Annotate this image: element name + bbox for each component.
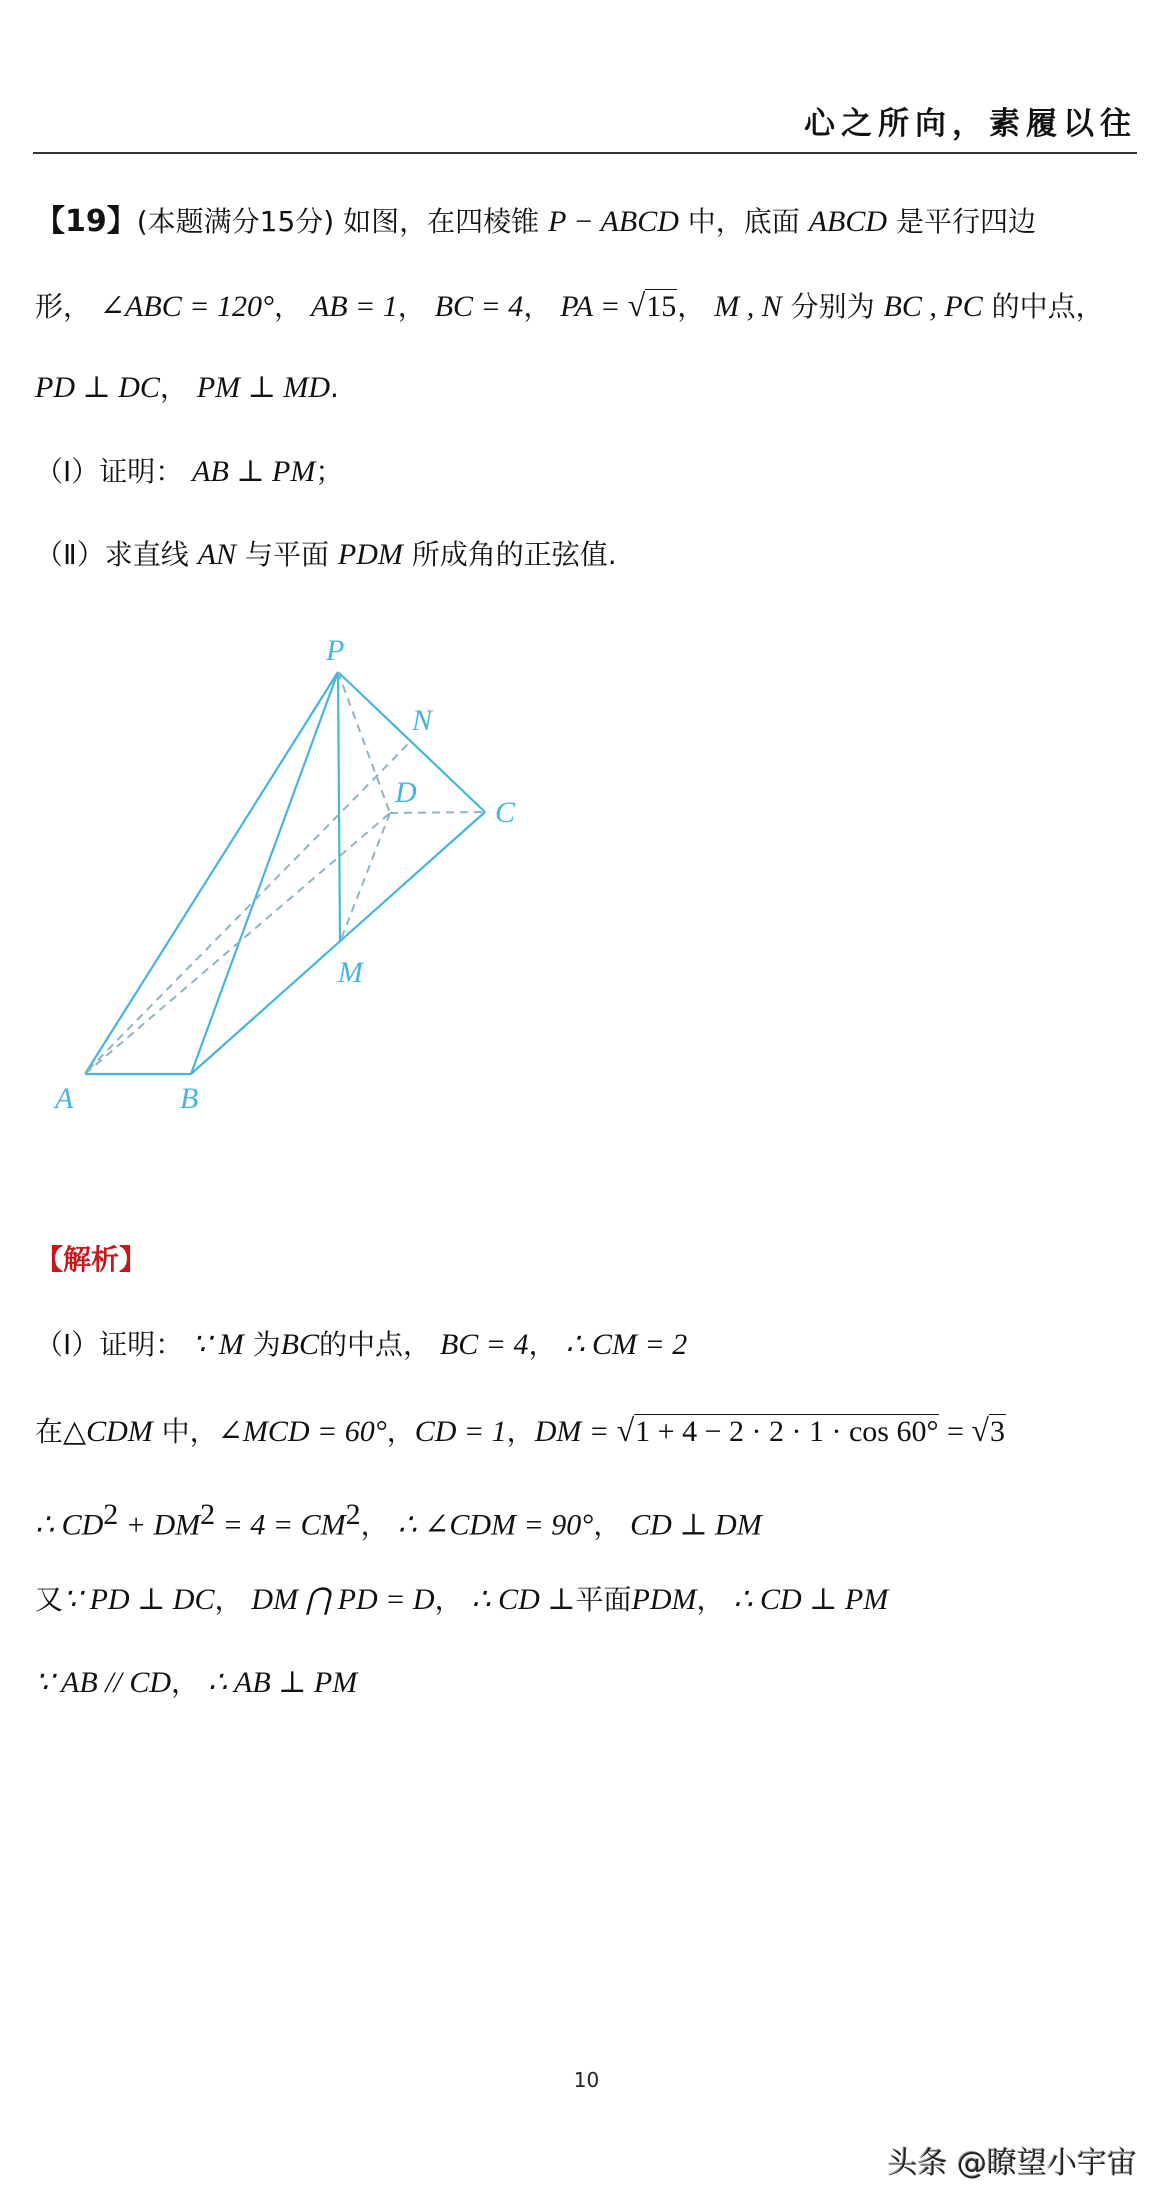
text: 中，底面	[687, 205, 800, 238]
text: 分别为	[790, 290, 875, 323]
edge-BC	[191, 812, 485, 1074]
math: + DM	[118, 1508, 201, 1542]
math: PM ⊥ MD	[196, 371, 330, 404]
problem-line-3	[35, 368, 339, 408]
score-note: (本题满分15分)	[136, 205, 335, 238]
text: 又	[35, 1583, 64, 1616]
math: BC	[280, 1328, 320, 1361]
label-A: A	[55, 1082, 74, 1115]
text: ，	[523, 290, 552, 323]
text: ，	[528, 1328, 557, 1361]
math: ∴ CD	[35, 1508, 104, 1542]
math: PDM	[631, 1583, 697, 1616]
text: 形，	[35, 290, 92, 323]
math: P − ABCD	[548, 205, 679, 238]
edge-PM	[338, 672, 340, 942]
text: ；	[315, 455, 344, 488]
page-number: 10	[573, 2068, 600, 2092]
math: CD = 1	[414, 1415, 507, 1448]
hidden-edge-DC	[390, 812, 485, 813]
math: ∠ABC = 120°	[99, 290, 274, 323]
text: ，	[696, 1583, 725, 1616]
exponent: 2	[200, 1498, 216, 1531]
math: DM ⋂ PD = D	[251, 1583, 435, 1616]
math: M , N	[714, 290, 782, 323]
label-P: P	[326, 634, 345, 667]
text: 平面	[575, 1583, 632, 1616]
hidden-edge-AN	[88, 742, 410, 1070]
math: ∴ CM = 2	[565, 1328, 688, 1361]
math: ∵ AB // CD	[35, 1666, 172, 1699]
hidden-edge-AD	[85, 813, 390, 1074]
text: ，	[677, 290, 706, 323]
math: ∴ CD ⊥	[471, 1583, 576, 1616]
math: △CDM	[63, 1415, 153, 1448]
solution-line-5	[35, 1663, 357, 1703]
text: 如图，在四棱锥	[343, 205, 540, 238]
label-N: N	[412, 704, 433, 737]
math: ∴ CD ⊥ PM	[733, 1583, 889, 1616]
text: ，	[273, 290, 302, 323]
math: BC , PC	[883, 290, 983, 323]
text: ，	[434, 1583, 463, 1616]
radicand: 1 + 4 − 2 · 2 · 1 · cos 60°	[635, 1415, 939, 1448]
text: ，	[386, 1415, 415, 1448]
text: ，	[214, 1583, 243, 1616]
sqrt-sign: √	[616, 1412, 635, 1448]
question-number: 【19】	[35, 204, 137, 239]
header-rule	[33, 152, 1137, 154]
part-label: （Ⅰ）证明：	[35, 1328, 184, 1361]
text: 是平行四边	[895, 205, 1036, 238]
solution-line-1	[35, 1325, 687, 1365]
watermark: 头条 @瞭望小宇宙	[887, 2146, 1137, 2181]
text: .	[330, 371, 339, 404]
part-2	[35, 535, 617, 575]
math: BC = 4	[439, 1328, 529, 1361]
math: ∠MCD = 60°	[217, 1415, 387, 1448]
math: PA =	[560, 290, 628, 323]
text: 的中点，	[319, 1328, 432, 1361]
text: ，	[159, 371, 188, 404]
text: 中，	[161, 1415, 218, 1448]
header-motto: 心之所向，素履以往	[804, 106, 1137, 142]
math: PDM	[337, 538, 403, 571]
label-B: B	[180, 1082, 199, 1115]
solution-line-2	[35, 1410, 1006, 1452]
math: PD ⊥ DC	[35, 371, 160, 404]
part-label: （Ⅱ）求直线	[35, 538, 189, 571]
text: ，	[360, 1508, 389, 1542]
math: ∴ AB ⊥ PM	[207, 1666, 358, 1699]
math: = 4 = CM	[215, 1508, 346, 1542]
math: DM =	[534, 1415, 617, 1448]
text: ，	[506, 1415, 535, 1448]
problem-line-2	[35, 285, 1104, 327]
math: AB ⊥ PM	[192, 455, 316, 488]
label-M: M	[338, 956, 363, 989]
math: CD ⊥ DM	[630, 1508, 762, 1542]
problem-line-1	[35, 202, 1036, 242]
radicand: 3	[989, 1415, 1005, 1448]
math: ∴ ∠CDM = 90°	[397, 1508, 594, 1542]
edge-PB	[191, 672, 338, 1074]
math: ∵ M	[192, 1328, 244, 1361]
solution-line-3	[35, 1495, 762, 1545]
text: ，	[397, 290, 426, 323]
solution-line-4	[35, 1580, 888, 1620]
text: 与平面	[244, 538, 329, 571]
math: =	[939, 1415, 972, 1448]
edge-PA	[85, 672, 338, 1074]
pyramid-diagram	[0, 600, 600, 1200]
math: ABCD	[808, 205, 888, 238]
text: 的中点，	[991, 290, 1104, 323]
part-label: （Ⅰ）证明：	[35, 455, 184, 488]
math: AN	[197, 538, 237, 571]
math: ∵ PD ⊥ DC	[63, 1583, 215, 1616]
text: 为	[252, 1328, 281, 1361]
text: 在	[35, 1415, 64, 1448]
text: 所成角的正弦值.	[411, 538, 617, 571]
math: AB = 1	[310, 290, 398, 323]
text: ，	[593, 1508, 622, 1542]
math: BC = 4	[434, 290, 524, 323]
exponent: 2	[103, 1498, 119, 1531]
label-C: C	[495, 796, 516, 829]
label-D: D	[395, 776, 417, 809]
hidden-edge-PD	[338, 672, 390, 813]
text: ，	[171, 1666, 200, 1699]
sqrt-sign: √	[971, 1412, 989, 1448]
exponent: 2	[345, 1498, 361, 1531]
sqrt-sign: √	[627, 287, 646, 323]
radicand: 15	[646, 290, 677, 323]
solution-title: 【解析】	[35, 1243, 148, 1276]
hidden-edge-DM	[340, 813, 390, 942]
part-1	[35, 452, 343, 492]
